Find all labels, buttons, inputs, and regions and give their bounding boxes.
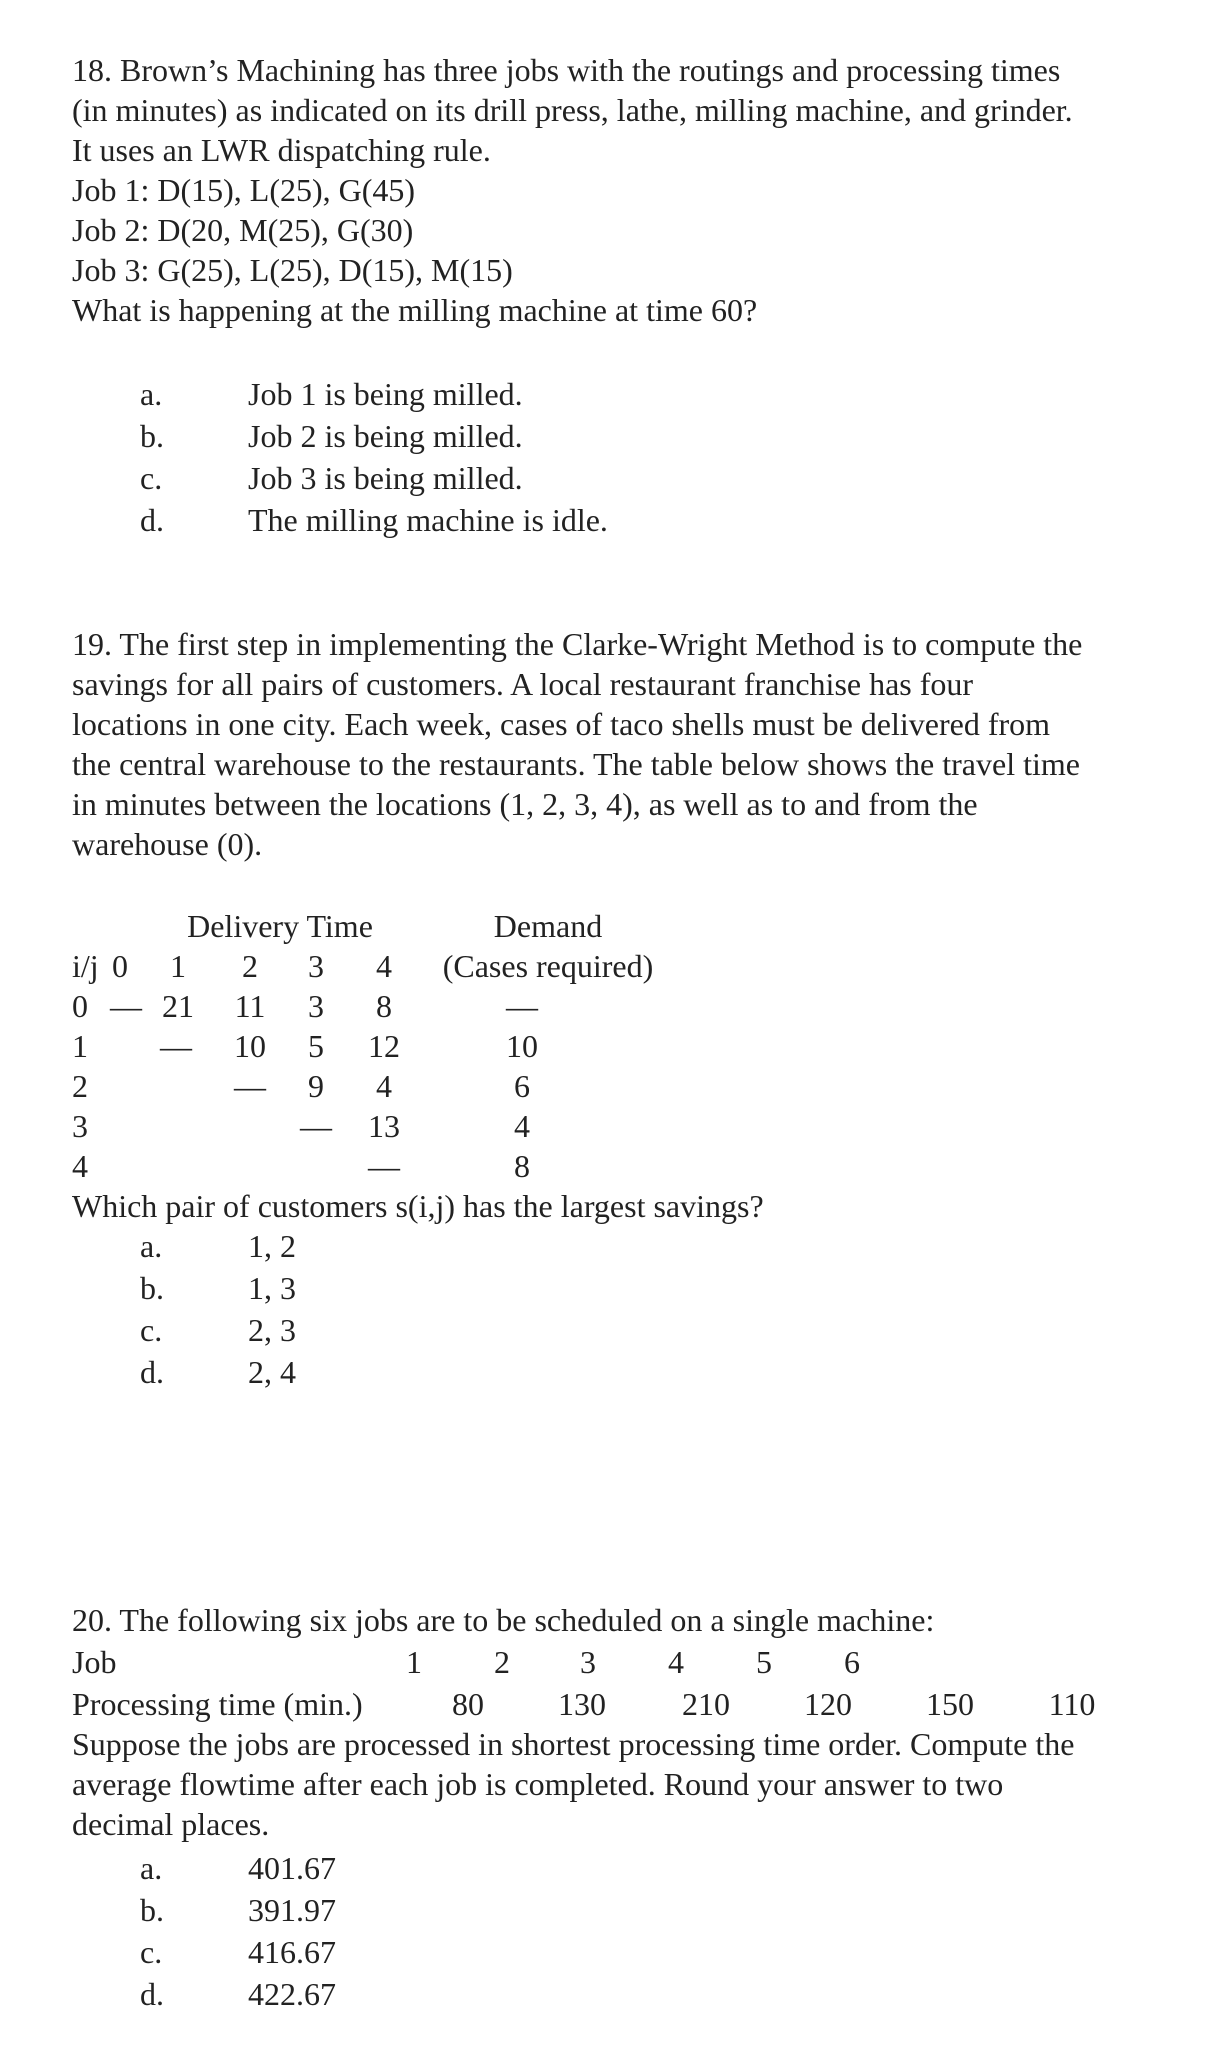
- q19-text-line: the central warehouse to the restaurants. The table below shows the travel time: [72, 746, 1080, 782]
- q19-text-line: in minutes between the locations (1, 2, 3, 4), as well as to and from the: [72, 786, 978, 822]
- table-cell: —: [368, 1148, 400, 1184]
- job-number: 6: [844, 1644, 860, 1680]
- col-header: 1: [170, 948, 186, 984]
- option-letter: d.: [140, 502, 164, 538]
- row-label: 4: [72, 1148, 88, 1184]
- row-label: 2: [72, 1068, 88, 1104]
- option-text: Job 1 is being milled.: [248, 376, 523, 412]
- option-text: Job 2 is being milled.: [248, 418, 523, 454]
- col-header: 3: [308, 948, 324, 984]
- option-letter: a.: [140, 1850, 163, 1886]
- q18-question: What is happening at the milling machine at time 60?: [72, 292, 758, 328]
- processing-time: 210: [682, 1686, 730, 1722]
- option-letter: c.: [140, 1934, 163, 1970]
- table-cell: 5: [308, 1028, 324, 1064]
- row-label: 0: [72, 988, 88, 1024]
- job-number: 1: [406, 1644, 422, 1680]
- table-cell: 4: [376, 1068, 392, 1104]
- q19-question: Which pair of customers s(i,j) has the largest savings?: [72, 1188, 764, 1224]
- option-letter: b.: [140, 1892, 164, 1928]
- q19-text-line: warehouse (0).: [72, 826, 263, 862]
- q18-text-line: It uses an LWR dispatching rule.: [72, 132, 491, 168]
- table-cell: —: [110, 988, 142, 1024]
- q20-text-line: Suppose the jobs are processed in shortest processing time order. Compute the: [72, 1726, 1075, 1762]
- option-text: 1, 2: [248, 1228, 296, 1264]
- table-cell: 13: [368, 1108, 400, 1144]
- job-number: 2: [494, 1644, 510, 1680]
- table-cell: 9: [308, 1068, 324, 1104]
- col-header: 4: [376, 948, 392, 984]
- option-text: Job 3 is being milled.: [248, 460, 523, 496]
- processing-time: 80: [452, 1686, 484, 1722]
- demand-cell: 10: [506, 1028, 538, 1064]
- q18-text-line: (in minutes) as indicated on its drill press, lathe, milling machine, and grinder.: [72, 92, 1073, 128]
- table-cell: 11: [234, 988, 266, 1024]
- processing-time: 110: [1048, 1686, 1096, 1722]
- job-number: 5: [756, 1644, 772, 1680]
- option-text: 2, 4: [248, 1354, 296, 1390]
- job-number: 3: [580, 1644, 596, 1680]
- q19-text-line: locations in one city. Each week, cases of taco shells must be delivered from: [72, 706, 1051, 742]
- job-number: 4: [668, 1644, 684, 1680]
- option-text: 391.97: [248, 1892, 336, 1928]
- table-cell: —: [234, 1068, 266, 1104]
- option-letter: b.: [140, 1270, 164, 1306]
- processing-time-label: Processing time (min.): [72, 1686, 363, 1722]
- row-label: 3: [72, 1108, 88, 1144]
- col-header: 2: [242, 948, 258, 984]
- table-cell: —: [160, 1028, 192, 1064]
- processing-time: 120: [804, 1686, 852, 1722]
- table-cell: 21: [162, 988, 194, 1024]
- q18-job3-routing: Job 3: G(25), L(25), D(15), M(15): [72, 252, 513, 288]
- table-cell: 10: [234, 1028, 266, 1064]
- option-text: The milling machine is idle.: [248, 502, 608, 538]
- processing-time: 130: [558, 1686, 606, 1722]
- demand-cell: 4: [514, 1108, 530, 1144]
- option-letter: b.: [140, 418, 164, 454]
- table-cell: 8: [376, 988, 392, 1024]
- option-text: 422.67: [248, 1976, 336, 2012]
- option-text: 401.67: [248, 1850, 336, 1886]
- demand-header: Demand: [493, 908, 603, 944]
- option-letter: c.: [140, 1312, 163, 1348]
- demand-cell: 6: [514, 1068, 530, 1104]
- option-letter: d.: [140, 1354, 164, 1390]
- q20-text-line: average flowtime after each job is completed. Round your answer to two: [72, 1766, 1004, 1802]
- option-letter: c.: [140, 460, 163, 496]
- q19-text-line: savings for all pairs of customers. A local restaurant franchise has four: [72, 666, 974, 702]
- q20-text-line: decimal places.: [72, 1806, 270, 1842]
- row-label: 1: [72, 1028, 88, 1064]
- corner-label: i/j: [72, 948, 99, 984]
- q18-job2-routing: Job 2: D(20, M(25), G(30): [72, 212, 414, 248]
- option-letter: d.: [140, 1976, 164, 2012]
- table-cell: 3: [308, 988, 324, 1024]
- option-text: 416.67: [248, 1934, 336, 1970]
- demand-cell: 8: [514, 1148, 530, 1184]
- option-letter: a.: [140, 1228, 163, 1264]
- job-label: Job: [72, 1644, 117, 1680]
- table-cell: —: [300, 1108, 332, 1144]
- option-text: 2, 3: [248, 1312, 296, 1348]
- option-letter: a.: [140, 376, 163, 412]
- demand-cell: —: [506, 988, 538, 1024]
- processing-time: 150: [926, 1686, 974, 1722]
- q19-text-line: 19. The first step in implementing the Clarke-Wright Method is to compute the: [72, 626, 1083, 662]
- q20-text-line: 20. The following six jobs are to be scheduled on a single machine:: [72, 1602, 935, 1638]
- col-header: 0: [112, 948, 128, 984]
- q18-job1-routing: Job 1: D(15), L(25), G(45): [72, 172, 416, 208]
- q18-text-line: 18. Brown’s Machining has three jobs with the routings and processing times: [72, 52, 1061, 88]
- table-cell: 12: [368, 1028, 400, 1064]
- demand-subheader: (Cases required): [442, 948, 654, 984]
- option-text: 1, 3: [248, 1270, 296, 1306]
- delivery-time-header: Delivery Time: [187, 908, 373, 944]
